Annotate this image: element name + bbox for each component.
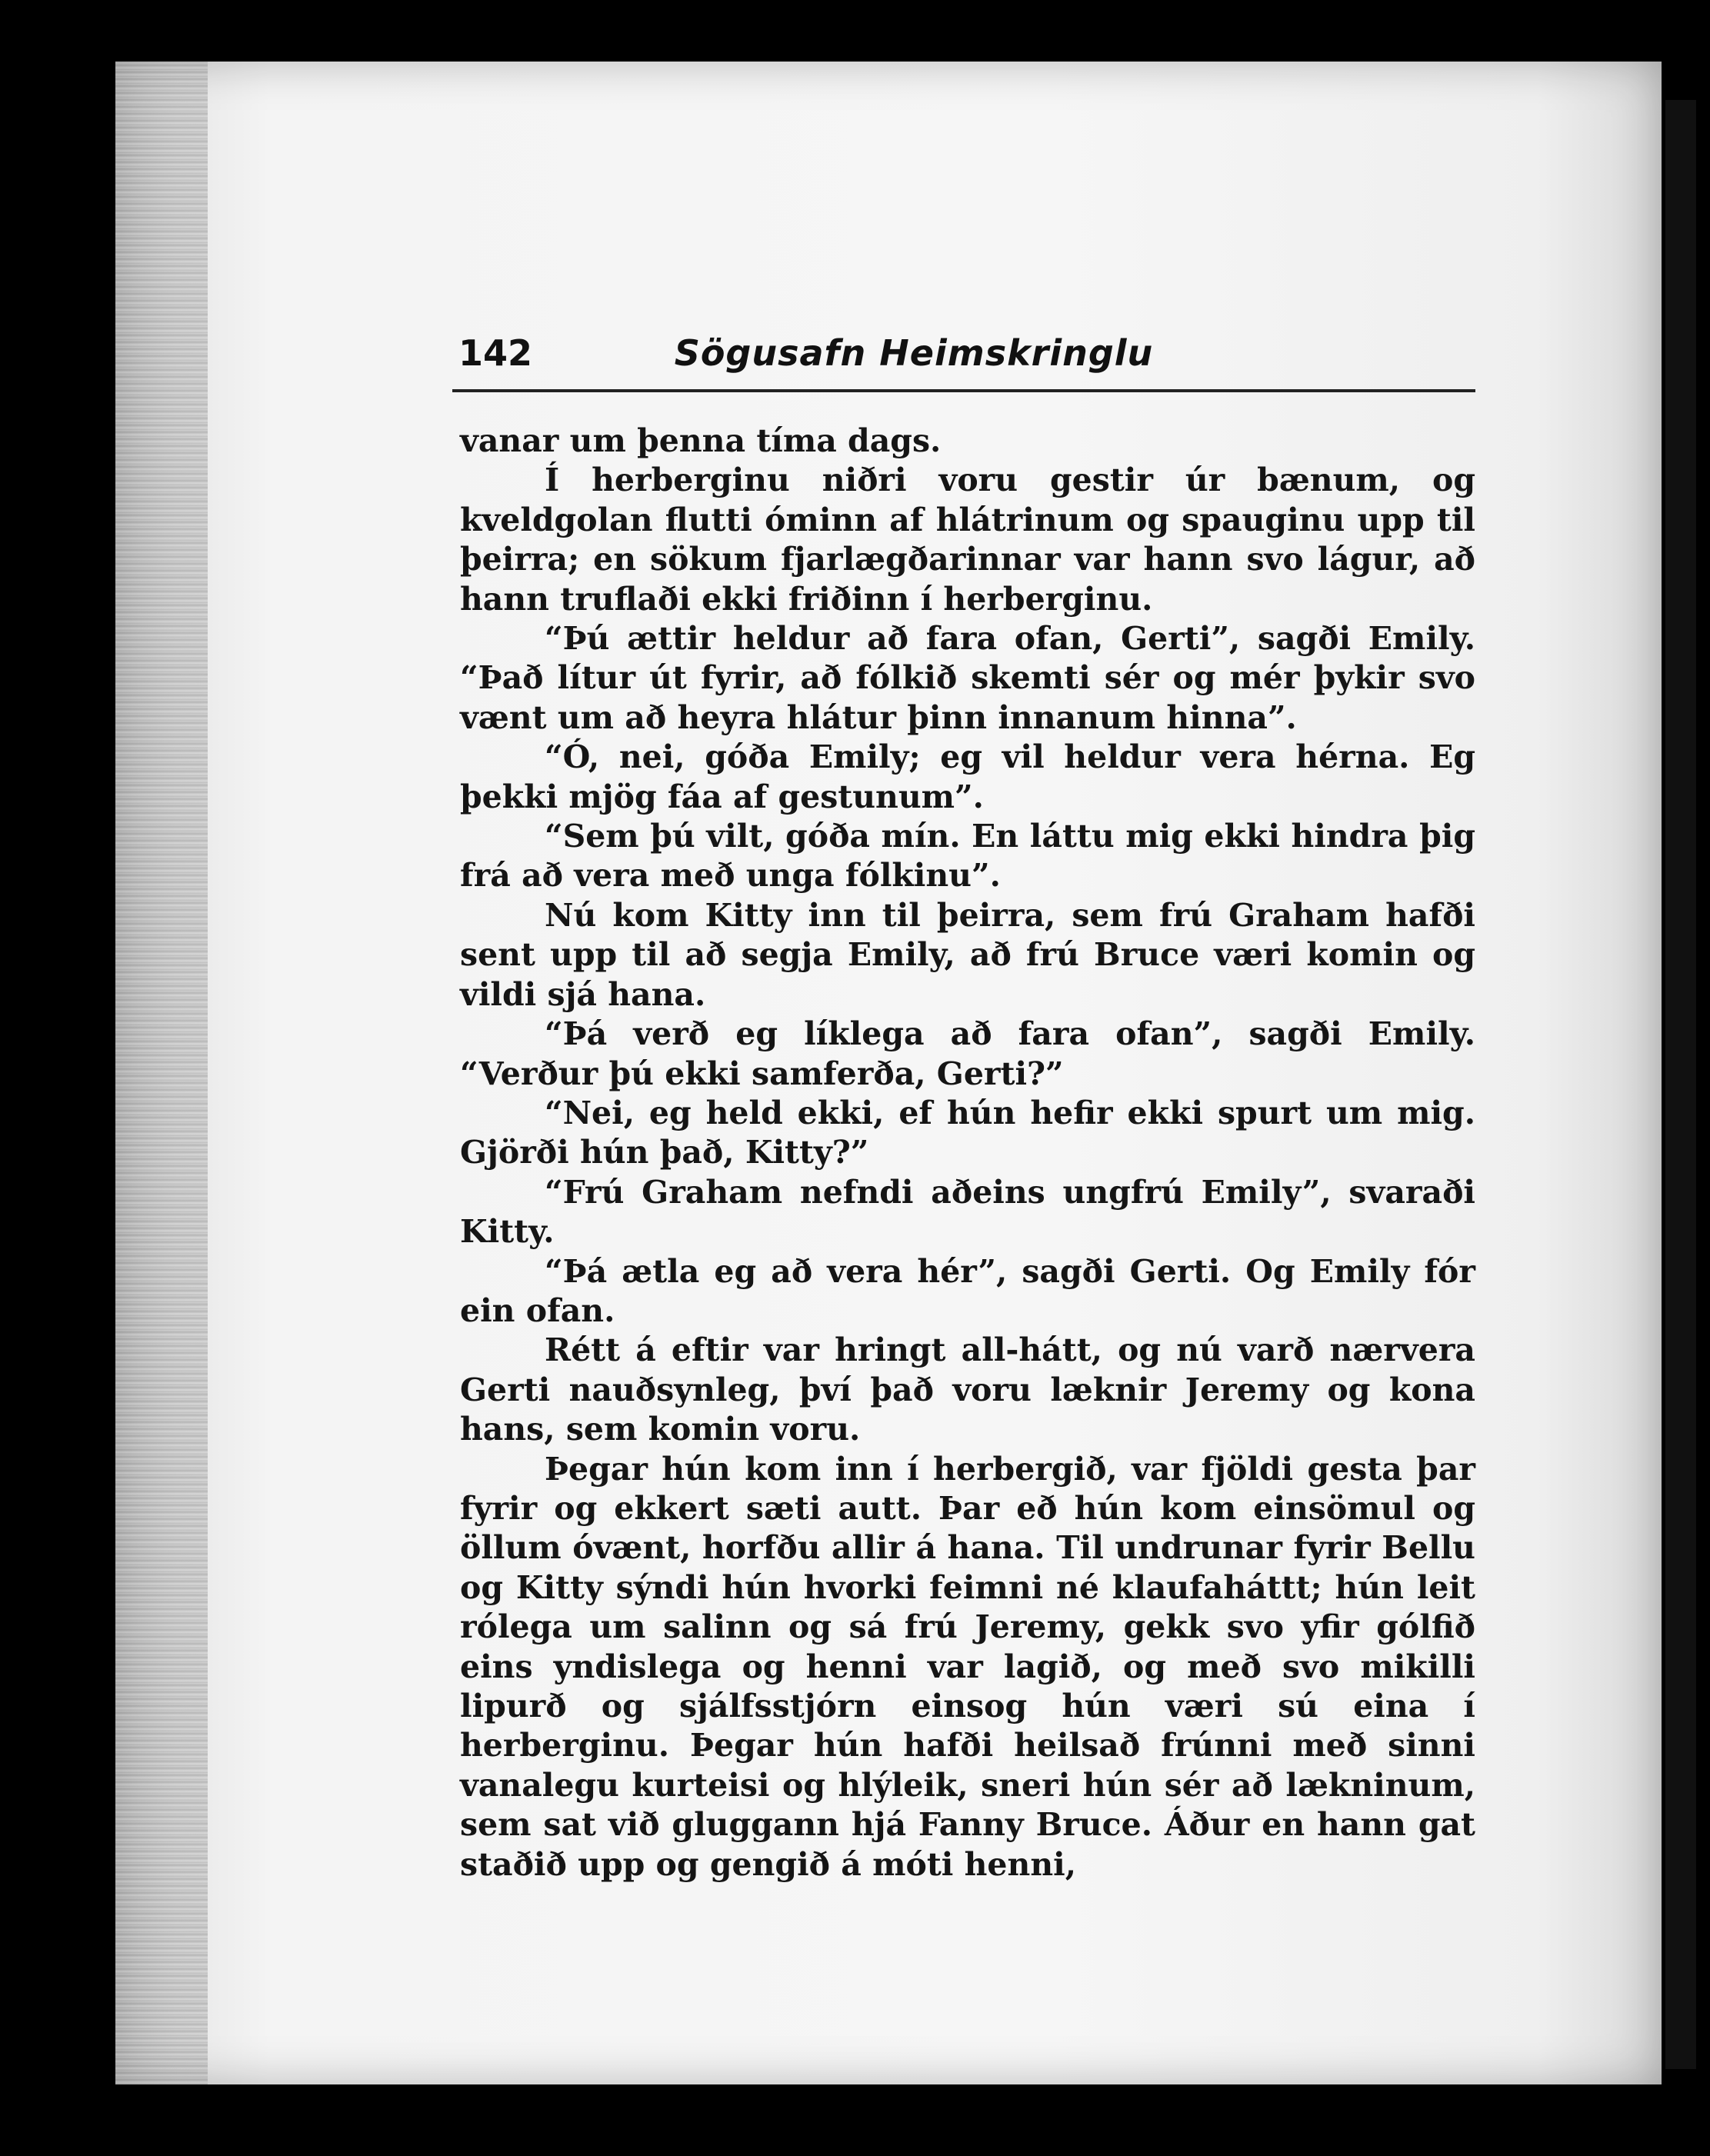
header-rule (452, 389, 1475, 392)
running-header (345, 332, 1483, 386)
paragraph-7: “Þá verð eg líklega að fara ofan”, sagði Emily. “Verður þú ekki samferða, Gerti?” (460, 1015, 1475, 1092)
paragraph-11: Rétt á eftir var hringt all-hátt, og nú varð nærvera Gerti nauðsynleg, því það voru læknir Jeremy og kona hans, sem komin voru. (460, 1331, 1475, 1448)
paragraph-2: Í herberginu niðri voru gestir úr bænum, og kveldgolan flutti óminn af hlátrinum og spauginu upp til þeirra; en sökum fjarlægðarinnar var hann svo lágur, að hann truflaði ekki friðinn í herberginu. (460, 462, 1475, 618)
paragraph-12: Þegar hún kom inn í herbergið, var fjöldi gesta þar fyrir og ekkert sæti autt. Þar eð hún kom einsömul og öllum óvænt, horfðu allir á hana. Til undrunar fyrir Bellu og Kitty sýndi hún hvorki feimni né klaufaháttt; hún leit rólega um salinn og sá frú Jeremy, gekk svo yfir gólfið eins yndislega og henni var lagið, og með svo mikilli lipurð og sjálfsstjórn einsog hún væri sú eina í herberginu. Þegar hún hafði heilsað frúnni með sinni vanalegu kurteisi og hlýleik, sneri hún sér að lækninum, sem sat við gluggann hjá Fanny Bruce. Áður en hann gat staðið upp og gengið á móti henni, (460, 1450, 1475, 1883)
paragraph-1: vanar um þenna tíma dags. (460, 422, 942, 459)
paragraph-5: “Sem þú vilt, góða mín. En láttu mig ekki hindra þig frá að vera með unga fólkinu”. (460, 818, 1475, 895)
binding-shadow (1665, 100, 1696, 2069)
body-text (460, 422, 1475, 1884)
paragraph-10: “Þá ætla eg að vera hér”, sagði Gerti. Og Emily fór ein ofan. (460, 1252, 1475, 1329)
page-edge-shadow (115, 62, 208, 2084)
paragraph-4: “Ó, nei, góða Emily; eg vil heldur vera hérna. Eg þekki mjög fáa af gestunum”. (460, 738, 1475, 815)
paragraph-9: “Frú Graham nefndi aðeins ungfrú Emily”, svaraði Kitty. (460, 1173, 1475, 1251)
page-number: 142 (458, 332, 533, 374)
paragraph-6: Nú kom Kitty inn til þeirra, sem frú Graham hafði sent upp til að segja Emily, að frú Bruce væri komin og vildi sjá hana. (460, 896, 1475, 1013)
running-title: Sögusafn Heimskringlu (674, 332, 1154, 374)
paragraph-8: “Nei, eg held ekki, ef hún hefir ekki spurt um mig. Gjörði hún það, Kitty?” (460, 1094, 1475, 1171)
paragraph-3: “Þú ættir heldur að fara ofan, Gerti”, sagði Emily. “Það lítur út fyrir, að fólkið skemti sér og mér þykir svo vænt um að heyra hlátur þinn innanum hinna”. (460, 620, 1475, 736)
